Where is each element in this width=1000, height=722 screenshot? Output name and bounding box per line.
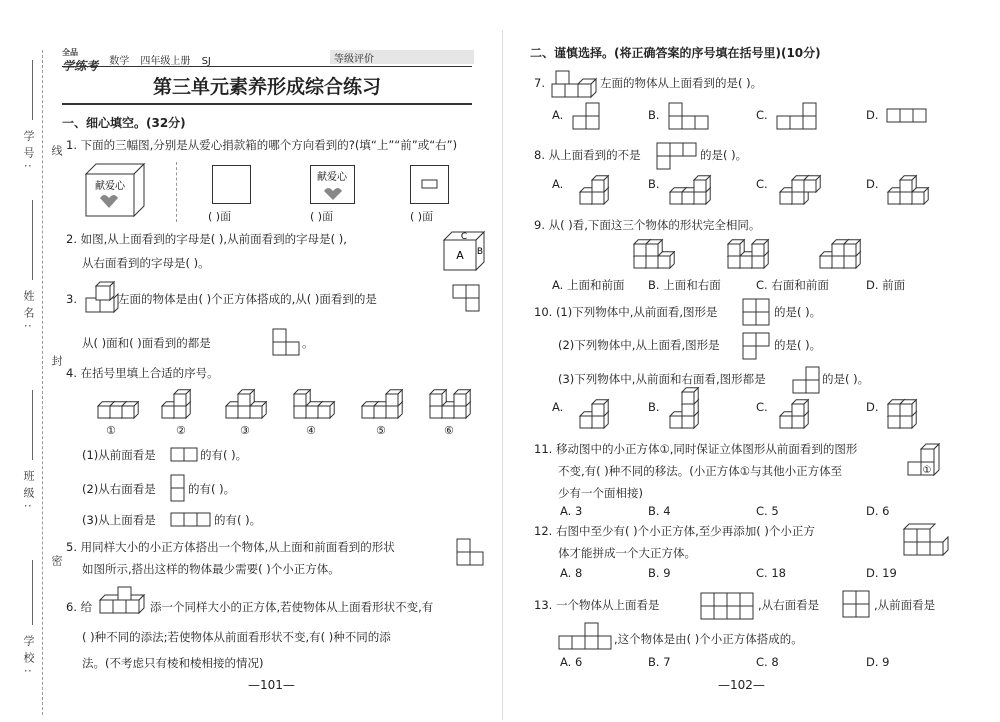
q4-solid-cube [174, 390, 190, 406]
q11-option-b[interactable]: B. 4 [648, 504, 671, 518]
q1-caption-1[interactable]: ( )面 [208, 210, 232, 223]
q7-a-shape [572, 102, 602, 130]
q9-option-d[interactable]: D. 前面 [866, 278, 906, 292]
q9-cube [728, 240, 744, 256]
q7-option-c[interactable]: C. [756, 108, 768, 122]
q4-label-2: ② [176, 424, 186, 437]
q1-box-label-1: 献爱心 [95, 181, 125, 192]
q1-divider [176, 162, 177, 222]
q10-option-b[interactable]: B. [648, 400, 660, 414]
q2-line1: 2. 如图,从上面看到的字母是( ),从前面看到的字母是( ), [66, 232, 347, 246]
class-fill-line[interactable] [32, 390, 33, 460]
page-number-right: —102— [718, 678, 765, 692]
q9-solids [634, 238, 884, 272]
q4-b-shape [170, 474, 186, 502]
q13-text-d: ,这个物体是由( )个小正方体搭成的。 [614, 632, 803, 646]
q12-solid [902, 524, 958, 560]
q2-letter-right: B [476, 247, 484, 257]
q9-cube [844, 240, 860, 256]
q10-option-cube [900, 400, 916, 416]
q5-view-shape [456, 538, 486, 566]
q5-line1: 5. 用同样大小的小正方体搭出一个物体,从上面和前面看到的形状 [66, 540, 395, 554]
q13-right-shape [842, 590, 872, 618]
q8-shape [656, 142, 698, 170]
q9-option-b[interactable]: B. 上面和右面 [648, 278, 721, 292]
q1-caption-3[interactable]: ( )面 [410, 210, 434, 223]
q7-option-b[interactable]: B. [648, 108, 660, 122]
q10-option-cube [592, 400, 608, 416]
q10-p3-shape [792, 366, 822, 394]
page-title: 第三单元素养形成综合练习 [152, 76, 381, 98]
grade-label: 四年级上册 [140, 56, 191, 67]
margin-label-line: 线 [50, 145, 63, 162]
q13-option-a[interactable]: A. 6 [560, 655, 583, 669]
q10-option-d[interactable]: D. [866, 400, 879, 414]
q4-a-text: (1)从前面看是 [82, 448, 156, 462]
margin-label-seal: 封 [50, 355, 63, 372]
margin-label-class: 班级: [22, 470, 35, 514]
q4-label-4: ④ [306, 424, 316, 437]
page-number-left: —101— [248, 678, 295, 692]
q10-option-cube [682, 388, 698, 404]
q1-caption-2[interactable]: ( )面 [310, 210, 334, 223]
q4-solid-cube [430, 390, 446, 406]
q11-mark: ① [922, 465, 932, 476]
q13-option-d[interactable]: D. 9 [866, 655, 890, 669]
q8-option-d[interactable]: D. [866, 177, 879, 191]
q3-solid [84, 280, 120, 316]
q1-text: 1. 下面的三幅图,分别是从爱心捐款箱的哪个方向看到的?(填“上”“前”或“右”) [66, 138, 458, 152]
q4-a-shape [170, 447, 198, 463]
q3-num: 3. [66, 292, 77, 306]
q12-line2: 体才能拼成一个大正方体。 [558, 546, 696, 560]
name-fill-line[interactable] [32, 200, 33, 280]
q13-top-shape [700, 592, 756, 620]
q4-solid-cube [386, 390, 402, 406]
q7-num: 7. [534, 76, 545, 90]
edition-label: SJ [201, 56, 211, 67]
q5-line2: 如图所示,搭出这样的物体最少需要( )个小正方体。 [82, 562, 340, 576]
q4-c-shape [170, 512, 212, 528]
q2-letter-front: A [456, 249, 464, 262]
q4-c-text: (3)从上面看是 [82, 513, 156, 527]
q11-solid [906, 440, 950, 480]
q4-solid-cube [318, 402, 334, 418]
q8-option-cube [900, 176, 916, 192]
page-header [62, 48, 211, 74]
q3-line2-end: 。 [302, 336, 314, 350]
q1-view-front [310, 165, 356, 205]
margin-label-school: 学校: [22, 635, 35, 679]
q9-cube [646, 240, 662, 256]
margin-label-name: 姓名: [22, 290, 35, 334]
q7-solid [550, 66, 600, 100]
q6-line3: 法。(不考虑只有棱和棱相接的情况) [82, 656, 264, 670]
q13-option-c[interactable]: C. 8 [756, 655, 779, 669]
q9-cube [752, 240, 768, 256]
q11-line2: 不变,有( )种不同的移法。(小正方体①与其他小正方体至 [558, 464, 843, 478]
q7-c-shape [776, 102, 818, 130]
q4-solid-cube [122, 402, 138, 418]
q7-option-a[interactable]: A. [552, 108, 564, 122]
q13-text-c: ,从前面看是 [874, 598, 936, 612]
q6-line1a: 6. 给 [66, 600, 93, 614]
q12-line1: 12. 右图中至少有( )个小正方体,至少再添加( )个小正方 [534, 524, 815, 538]
q2-line2: 从右面看到的字母是( )。 [82, 256, 210, 270]
q11-line3: 少有一个面相接) [558, 486, 643, 500]
q6-solid [98, 590, 150, 616]
q10-p1-shape [742, 298, 772, 326]
q2-letter-top: C [460, 232, 468, 242]
grade-badge: 等级评价 [330, 50, 474, 64]
q6-line1b: 添一个同样大小的正方体,若使物体从上面看形状不变,有 [150, 600, 434, 614]
q4-label-3: ③ [240, 424, 250, 437]
q7-d-shape [886, 108, 928, 124]
q12-option-a[interactable]: A. 8 [560, 566, 583, 580]
q4-c-answer[interactable]: 的有( )。 [214, 513, 262, 527]
q2-letter-cube [442, 230, 488, 272]
q4-solid-cube [238, 390, 254, 406]
q4-solids-row [94, 388, 474, 424]
q4-text: 4. 在括号里填上合适的序号。 [66, 366, 219, 380]
q1-box-label-2: 献爱心 [317, 172, 347, 183]
q10-p2-after: 的是( )。 [774, 338, 822, 352]
page-gutter [502, 30, 503, 720]
q7-b-shape [668, 102, 710, 130]
q12-option-b[interactable]: B. 9 [648, 566, 671, 580]
q10-p2-shape [742, 332, 772, 360]
q4-label-1: ① [106, 424, 116, 437]
q8-option-b[interactable]: B. [648, 177, 660, 191]
q8-option-cube [592, 176, 608, 192]
q8-option-cube [694, 176, 710, 192]
q12-option-c[interactable]: C. 18 [756, 566, 786, 580]
q7-text: 左面的物体从上面看到的是( )。 [600, 76, 763, 90]
q3-line1: 左面的物体是由( )个正方体搭成的,从( )面看到的是 [118, 292, 377, 306]
q3-view-l-shape [452, 284, 482, 312]
q3-line2: 从( )面和( )面看到的都是 [82, 336, 211, 350]
q10-p3-after: 的是( )。 [822, 372, 870, 386]
q10-p1-text: 10. (1)下列物体中,从前面看,图形是 [534, 305, 718, 319]
q10-p2-text: (2)下列物体中,从上面看,图形是 [558, 338, 720, 352]
q10-option-a[interactable]: A. [552, 400, 564, 414]
q10-options-solids [560, 396, 980, 436]
q4-a-answer[interactable]: 的有( )。 [200, 448, 248, 462]
q1-donation-box-3d [84, 162, 146, 217]
margin-label-student-id: 学号: [22, 130, 35, 174]
q1-view-square [212, 165, 252, 205]
school-fill-line[interactable] [32, 560, 33, 625]
title-rule [62, 103, 472, 105]
header-rule [62, 66, 472, 67]
q11-option-a[interactable]: A. 3 [560, 504, 583, 518]
q10-option-cube [792, 400, 808, 416]
q1-view-top-slot [410, 165, 450, 205]
q8-option-cube [804, 176, 820, 192]
section2-heading: 二、谨慎选择。(将正确答案的序号填在括号里)(10分) [530, 46, 821, 60]
q4-solid-cube [294, 390, 310, 406]
q12-option-d[interactable]: D. 19 [866, 566, 897, 580]
q13-text-a: 13. 一个物体从上面看是 [534, 598, 660, 612]
q7-option-d[interactable]: D. [866, 108, 879, 122]
q4-b-answer[interactable]: 的有( )。 [188, 482, 236, 496]
q11-line1: 11. 移动图中的小正方体①,同时保证立体图形从前面看到的图形 [534, 442, 858, 456]
binding-dashed-line [42, 50, 43, 715]
q8-option-c[interactable]: C. [756, 177, 768, 191]
q13-option-b[interactable]: B. 7 [648, 655, 671, 669]
q6-line2: ( )种不同的添法;若使物体从前面看形状不变,有( )种不同的添 [82, 630, 391, 644]
q4-label-5: ⑤ [376, 424, 386, 437]
q11-option-c[interactable]: C. 5 [756, 504, 779, 518]
student-id-fill-line[interactable] [32, 60, 33, 120]
q10-p3-text: (3)下列物体中,从前面和右面看,图形都是 [558, 372, 766, 386]
q8-text-after: 的是( )。 [700, 148, 748, 162]
q3-view-l-shape-2 [272, 328, 302, 356]
q4-label-6: ⑥ [444, 424, 454, 437]
q11-option-d[interactable]: D. 6 [866, 504, 890, 518]
logo: 全品 学练考 [62, 48, 99, 73]
margin-label-secret: 密 [50, 555, 63, 572]
q13-front-shape [558, 622, 614, 650]
q9-option-a[interactable]: A. 上面和前面 [552, 278, 625, 292]
q10-p1-after: 的是( )。 [774, 305, 822, 319]
q8-options-solids [560, 172, 980, 212]
subject-label: 数学 [109, 56, 130, 67]
section1-heading: 一、细心填空。(32分) [62, 116, 186, 130]
q13-text-b: ,从右面看是 [758, 598, 820, 612]
q4-solid-cube [454, 390, 470, 406]
q10-option-c[interactable]: C. [756, 400, 768, 414]
q9-text: 9. 从( )看,下面这三个物体的形状完全相同。 [534, 218, 761, 232]
q8-text: 8. 从上面看到的不是 [534, 148, 641, 162]
q4-b-text: (2)从右面看是 [82, 482, 156, 496]
q8-option-a[interactable]: A. [552, 177, 564, 191]
q9-option-c[interactable]: C. 右面和前面 [756, 278, 829, 292]
